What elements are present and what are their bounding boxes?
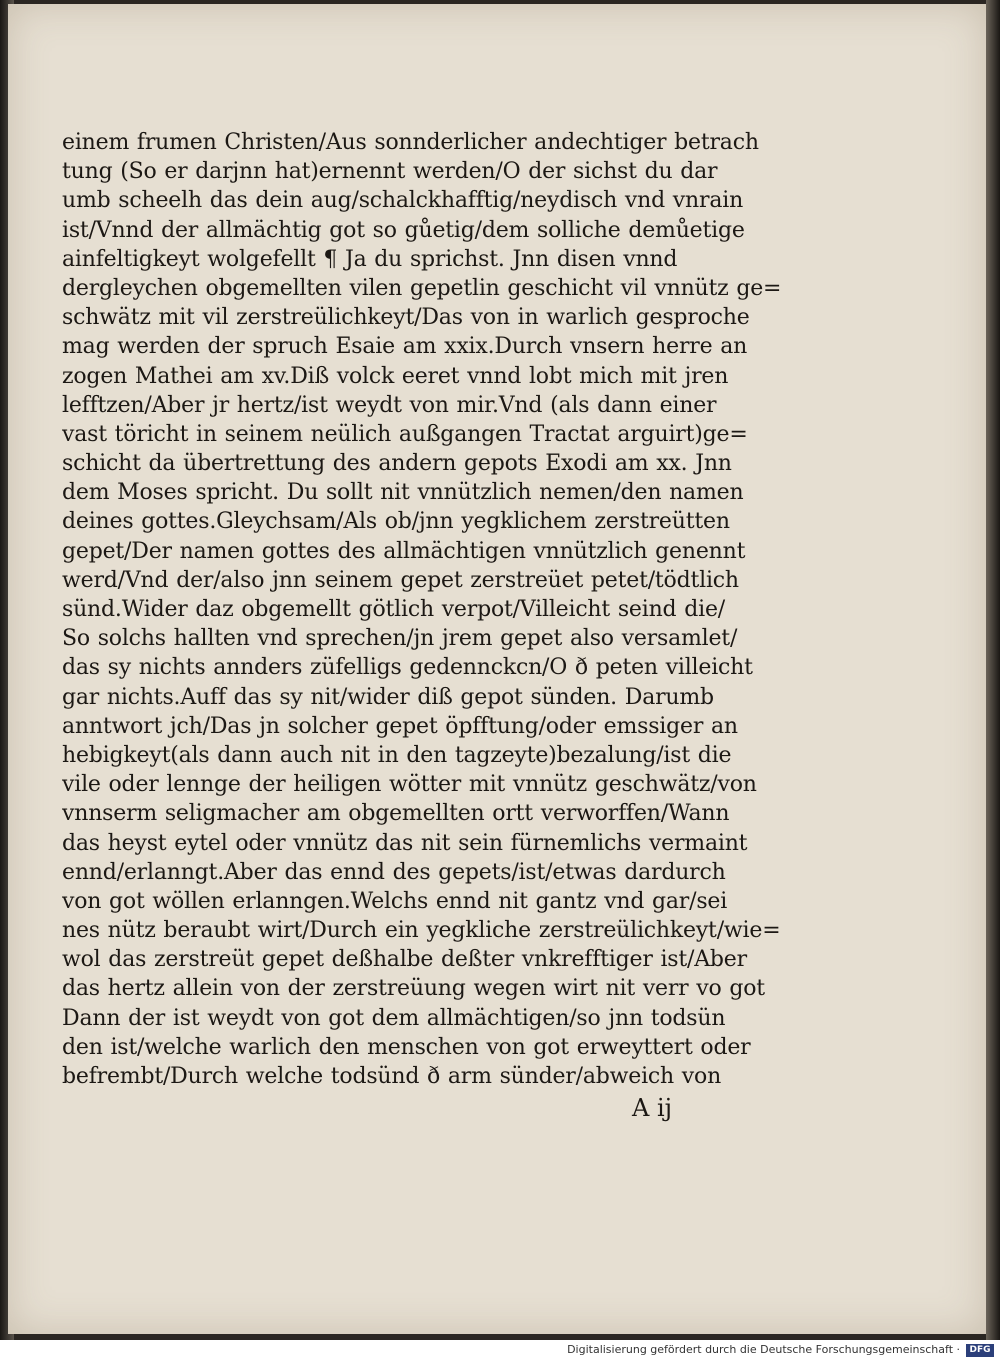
text-line: dergleychen obgemellten vilen gepetlin geschicht vil vnnütz ge= [62,275,782,301]
text-line: vnnserm seligmacher am obgemellten ortt verworffen/Wann [62,801,730,827]
text-line: ist/Vnnd der allmächtig got so gůetig/dem solliche demůetige [62,217,745,243]
text-line: deines gottes.Gleychsam/Als ob/jnn yegklichem zerstreütten [62,509,730,535]
text-line: ainfeltigkeyt wolgefellt ¶ Ja du sprichst. Jnn disen vnnd [62,246,678,272]
text-line: das hertz allein von der zerstreüung wegen wirt nit verr vo got [62,976,765,1002]
text-line: umb scheelh das dein aug/schalckhafftig/neydisch vnd vnrain [62,188,744,214]
text-line: tung (So er darjnn hat)ernennt werden/O der sichst du dar [62,159,718,185]
funding-credit: Digitalisierung gefördert durch die Deutsche Forschungsgemeinschaft · [567,1343,960,1356]
text-line: So solchs hallten vnd sprechen/jn jrem gepet also versamlet/ [62,626,738,652]
book-right-edge [986,0,1000,1340]
text-line: vast töricht in seinem neülich außgangen Tractat arguirt)ge= [62,421,748,447]
body-text [62,128,782,1091]
text-line: Dann der ist weydt von got dem allmächtigen/so jnn todsün [62,1005,726,1031]
text-line: vile oder lennge der heiligen wötter mit vnnütz geschwätz/von [62,772,757,798]
text-line: mag werden der spruch Esaie am xxix.Durch vnsern herre an [62,334,748,360]
dfg-logo-icon: DFG [966,1344,994,1357]
signature-mark: A ij [632,1094,673,1122]
text-line: lefftzen/Aber jr hertz/ist weydt von mir.Vnd (als dann einer [62,392,717,418]
text-line: den ist/welche warlich den menschen von got erweyttert oder [62,1034,751,1060]
text-line: schwätz mit vil zerstreülichkeyt/Das von in warlich gesproche [62,305,750,331]
text-line: befrembt/Durch welche todsünd ð arm sünder/abweich von [62,1064,722,1089]
text-line: anntwort jch/Das jn solcher gepet öpfftung/oder emssiger an [62,713,738,739]
text-line: gepet/Der namen gottes des allmächtigen vnnützlich genennt [62,538,746,564]
footer-bar [0,1340,1000,1362]
text-line: sünd.Wider daz obgemellt götlich verpot/Villeicht seind die/ [62,597,725,622]
text-line: wol das zerstreüt gepet deßhalbe deßter vnkrefftiger ist/Aber [62,947,747,973]
text-line: nes nütz beraubt wirt/Durch ein yegkliche zerstreülichkeyt/wie= [62,918,781,944]
text-line: von got wöllen erlanngen.Welchs ennd nit gantz vnd gar/sei [62,888,728,914]
text-line: hebigkeyt(als dann auch nit in den tagzeyte)bezalung/ist die [62,742,732,768]
text-line: schicht da übertrettung des andern gepots Exodi am xx. Jnn [62,451,732,477]
text-line: gar nichts.Auff das sy nit/wider diß gepot sünden. Darumb [62,684,714,710]
text-line: zogen Mathei am xv.Diß volck eeret vnnd lobt mich mit jren [62,363,729,389]
text-line: dem Moses spricht. Du sollt nit vnnützlich nemen/den namen [62,480,744,506]
text-line: einem frumen Christen/Aus sonnderlicher andechtiger betrach [62,130,759,155]
text-line: werd/Vnd der/also jnn seinem gepet zerstreüet petet/tödtlich [62,567,739,593]
text-line: das heyst eytel oder vnnütz das nit sein fürnemlichs vermaint [62,830,748,856]
text-line: ennd/erlanngt.Aber das ennd des gepets/ist/etwas dardurch [62,859,726,885]
text-line: das sy nichts annders züfelligs gedennckcn/O ð peten villeicht [62,655,753,681]
